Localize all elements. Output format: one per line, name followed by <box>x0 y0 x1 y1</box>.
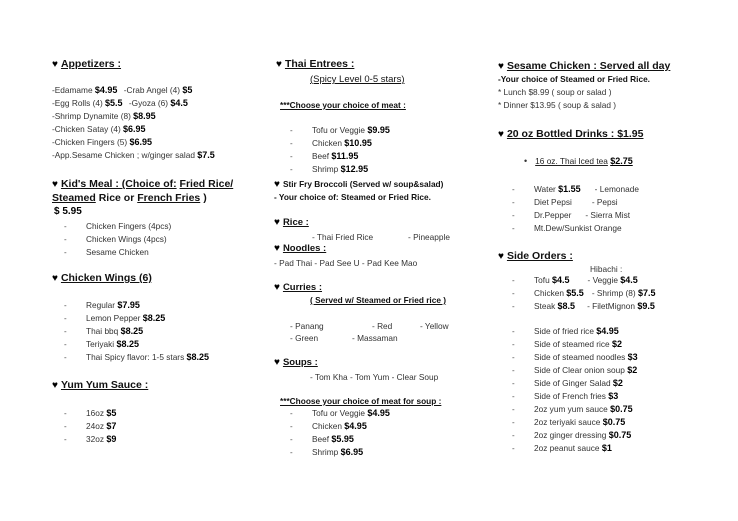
list-item: - 32oz $9 <box>64 434 117 444</box>
list-item: - Shrimp $6.95 <box>290 447 364 457</box>
list-item: - Chicken Fingers (4pcs) <box>64 221 172 231</box>
list-item: - Sesame Chicken <box>64 247 149 257</box>
list-item: - Teriyaki $8.25 <box>64 339 139 349</box>
list-item: - Mt.Dew/Sunkist Orange <box>512 223 622 233</box>
list-item: - Beef $5.95 <box>290 434 354 444</box>
list-item: - Side of Clear onion soup $2 <box>512 365 638 375</box>
heart-icon: ♥ <box>52 380 58 391</box>
curries-served: ( Served w/ Steamed or Fried rice ) <box>310 295 447 305</box>
heart-icon: ♥ <box>274 179 280 190</box>
list-item: - Pad Thai - Pad See U - Pad Kee Mao <box>274 258 418 268</box>
list-item: - Green <box>290 333 319 343</box>
heart-icon: ♥ <box>274 243 280 254</box>
list-item: - Beef $11.95 <box>290 151 359 161</box>
list-item: - 2oz teriyaki sauce $0.75 <box>512 417 626 427</box>
list-item: - Tofu or Veggie $9.95 <box>290 125 390 135</box>
side-orders-heading: ♥ Side Orders : <box>498 250 573 262</box>
list-item: -Edamame $4.95 -Crab Angel (4) $5 <box>52 85 193 95</box>
list-item: - Lemon Pepper $8.25 <box>64 313 166 323</box>
list-item: -Shrimp Dynamite (8) $8.95 <box>52 111 156 121</box>
list-item: - Red <box>372 321 393 331</box>
heart-icon: ♥ <box>498 129 504 140</box>
stir-fry: ♥ Stir Fry Broccoli (Served w/ soup&salad) <box>274 179 444 190</box>
heart-icon: ♥ <box>274 217 280 228</box>
list-item: - Chicken $5.5 - Shrimp (8) $7.5 <box>512 288 656 298</box>
kids-meal-heading: ♥ Kid's Meal : (Choice of: Fried Rice/ <box>52 178 234 190</box>
bullet-icon: • <box>524 156 528 166</box>
list-item: - 2oz peanut sauce $1 <box>512 443 612 453</box>
list-item: - Diet Pepsi - Pepsi <box>512 197 618 207</box>
heart-icon: ♥ <box>52 179 58 190</box>
heart-icon: ♥ <box>276 59 282 70</box>
kids-meal-heading-line2: Steamed Rice or French Fries ) <box>52 192 207 204</box>
appetizers-heading: ♥ Appetizers : <box>52 58 122 70</box>
list-item: - 2oz ginger dressing $0.75 <box>512 430 632 440</box>
list-item: - 16oz $5 <box>64 408 117 418</box>
list-item: -Egg Rolls (4) $5.5 -Gyoza (6) $4.5 <box>52 98 188 108</box>
list-item: - Panang <box>290 321 324 331</box>
curries-heading: ♥ Curries : <box>274 282 323 293</box>
choose-meat: ***Choose your choice of meat : <box>280 100 406 110</box>
list-item: -Chicken Fingers (5) $6.95 <box>52 137 152 147</box>
hibachi-label: Hibachi : <box>590 264 623 274</box>
list-item: - Dr.Pepper - Sierra Mist <box>512 210 631 220</box>
list-item: - Thai Spicy flavor: 1-5 stars $8.25 <box>64 352 210 362</box>
spicy-level: (Spicy Level 0-5 stars) <box>310 74 405 85</box>
rice-heading: ♥ Rice : <box>274 217 309 228</box>
sesame-choice: -Your choice of Steamed or Fried Rice. <box>498 74 650 84</box>
list-item: - Regular $7.95 <box>64 300 140 310</box>
heart-icon: ♥ <box>498 61 504 72</box>
sesame-chicken-heading: ♥ Sesame Chicken : Served all day <box>498 60 671 72</box>
yum-yum-heading: ♥ Yum Yum Sauce : <box>52 379 149 391</box>
heart-icon: ♥ <box>52 273 58 284</box>
list-item: - Side of steamed noodles $3 <box>512 352 638 362</box>
list-item: • 16 oz. Thai Iced tea $2.75 <box>524 156 633 166</box>
list-item: - Chicken $4.95 <box>290 421 367 431</box>
stir-fry-choice: - Your choice of: Steamed or Fried Rice. <box>274 192 431 202</box>
list-item: - Steak $8.5 - FiletMignon $9.5 <box>512 301 655 311</box>
heart-icon: ♥ <box>274 282 280 293</box>
bottled-drinks-heading: ♥ 20 oz Bottled Drinks : $1.95 <box>498 128 644 140</box>
soups-heading: ♥ Soups : <box>274 357 318 368</box>
thai-entrees-heading: ♥ Thai Entrees : <box>276 58 355 70</box>
list-item: - Tofu $4.5 - Veggie $4.5 <box>512 275 638 285</box>
list-item: - Tofu or Veggie $4.95 <box>290 408 390 418</box>
noodles-heading: ♥ Noodles : <box>274 243 327 254</box>
list-item: - Shrimp $12.95 <box>290 164 369 174</box>
sesame-dinner: * Dinner $13.95 ( soup & salad ) <box>498 100 617 110</box>
heart-icon: ♥ <box>274 357 280 368</box>
list-item: - Side of French fries $3 <box>512 391 619 401</box>
list-item: - Side of Ginger Salad $2 <box>512 378 623 388</box>
heart-icon: ♥ <box>52 59 58 70</box>
list-item: - Yellow <box>420 321 449 331</box>
list-item: -Chicken Satay (4) $6.95 <box>52 124 146 134</box>
list-item: - Tom Kha - Tom Yum - Clear Soup <box>310 372 439 382</box>
list-item: - Side of steamed rice $2 <box>512 339 622 349</box>
list-item: - 2oz yum yum sauce $0.75 <box>512 404 633 414</box>
list-item: -App.Sesame Chicken ; w/ginger salad $7.5 <box>52 150 215 160</box>
chicken-wings-heading: ♥ Chicken Wings (6) <box>52 272 152 284</box>
list-item: - Thai bbq $8.25 <box>64 326 144 336</box>
list-item: - 24oz $7 <box>64 421 117 431</box>
list-item: - Side of fried rice $4.95 <box>512 326 619 336</box>
list-item: - Chicken Wings (4pcs) <box>64 234 167 244</box>
list-item: - Pineapple <box>408 232 450 242</box>
list-item: - Water $1.55 - Lemonade <box>512 184 639 194</box>
heart-icon: ♥ <box>498 251 504 262</box>
sesame-lunch: * Lunch $8.99 ( soup or salad ) <box>498 87 612 97</box>
kids-meal-price: $ 5.95 <box>54 206 82 217</box>
list-item: - Chicken $10.95 <box>290 138 372 148</box>
choose-meat-soup: ***Choose your choice of meat for soup : <box>280 396 442 406</box>
list-item: - Thai Fried Rice <box>312 232 374 242</box>
list-item: - Massaman <box>352 333 398 343</box>
